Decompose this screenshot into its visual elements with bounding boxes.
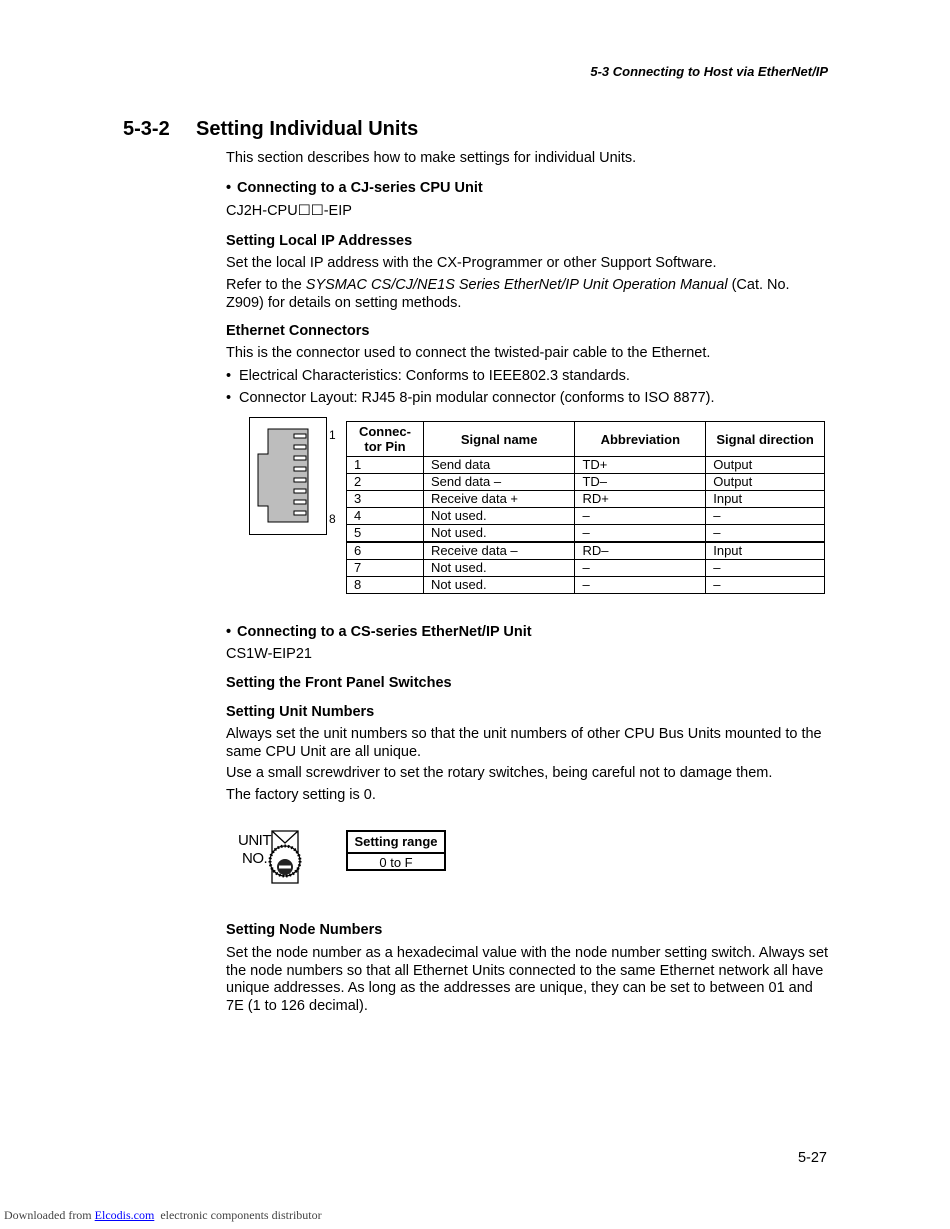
table-row: [347, 508, 825, 525]
section-title: Setting Individual Units: [196, 118, 419, 140]
cj-heading-text: Connecting to a CJ-series CPU Unit: [237, 180, 483, 196]
ref-prefix: Refer to the: [226, 277, 306, 293]
intro-text: This section describes how to make settings for individual Units.: [226, 150, 637, 166]
table-row: [347, 577, 825, 594]
unit-no-label: [238, 832, 271, 868]
unit-label-line-1: UNIT: [238, 832, 271, 849]
rj45-connector-drawing: [250, 418, 326, 534]
ref-manual-title: SYSMAC CS/CJ/NE1S Series EtherNet/IP Unit Operation Manual: [305, 277, 728, 293]
table-row: [347, 542, 825, 560]
running-header: 5-3 Connecting to Host via EtherNet/IP: [590, 64, 828, 79]
cell-pin: 8: [347, 577, 424, 594]
connector-pin-8-label: 8: [329, 512, 336, 526]
cell-signal: Not used.: [423, 508, 575, 525]
unit-numbers-heading: Setting Unit Numbers: [226, 704, 375, 720]
connector-pin-1-label: 1: [329, 428, 336, 442]
cell-abbr: –: [575, 560, 706, 577]
cell-pin: 2: [347, 474, 424, 491]
bullet-electrical-text: Electrical Characteristics: Conforms to IEEE802.3 standards.: [239, 368, 630, 384]
cell-signal: Not used.: [423, 560, 575, 577]
cell-direction: Output: [706, 474, 825, 491]
cell-signal: Not used.: [423, 525, 575, 543]
cell-signal: Send data: [423, 457, 575, 474]
footer: [4, 1208, 322, 1223]
cell-direction: –: [706, 560, 825, 577]
bullet-connector-text: Connector Layout: RJ45 8-pin modular connector (conforms to ISO 8877).: [239, 390, 715, 406]
cell-direction: –: [706, 508, 825, 525]
setting-range-header: Setting range: [348, 832, 444, 854]
node-numbers-heading: Setting Node Numbers: [226, 922, 383, 938]
header-signal-direction: Signal direction: [706, 422, 825, 457]
rotary-switch-icon: [268, 829, 304, 885]
table-row: [347, 560, 825, 577]
bullet-electrical: • Electrical Characteristics: Conforms to IEEE802.3 standards.: [226, 368, 630, 384]
cell-abbr: –: [575, 577, 706, 594]
unit-numbers-text: Always set the unit numbers so that the unit numbers of other CPU Bus Units mounted to the same CPU Unit are all unique.: [226, 726, 822, 760]
footer-prefix: Downloaded from: [4, 1208, 95, 1222]
cell-pin: 7: [347, 560, 424, 577]
cell-pin: 3: [347, 491, 424, 508]
cell-direction: –: [706, 525, 825, 543]
cell-direction: Output: [706, 457, 825, 474]
cell-direction: Input: [706, 491, 825, 508]
cell-pin: 6: [347, 542, 424, 560]
node-numbers-text: Set the node number as a hexadecimal value with the node number setting switch. Always set the node numbers so that all Ethernet Units connected to the same Ethernet network all have unique addresses. As long as the addresses are unique, they can be set to between 01 and 7E (1 to 126 decimal).: [226, 945, 829, 1014]
header-signal-name: Signal name: [423, 422, 575, 457]
unit-label-line-2: NO.: [242, 850, 268, 867]
table-row: [347, 491, 825, 508]
cell-pin: 4: [347, 508, 424, 525]
cell-signal: Send data –: [423, 474, 575, 491]
cell-signal: Receive data –: [423, 542, 575, 560]
cell-pin: 1: [347, 457, 424, 474]
cj-heading: • Connecting to a CJ-series CPU Unit: [226, 180, 483, 196]
factory-setting-text: The factory setting is 0.: [226, 787, 376, 803]
cell-signal: Receive data +: [423, 491, 575, 508]
cell-pin: 5: [347, 525, 424, 543]
ethernet-heading: Ethernet Connectors: [226, 323, 370, 339]
cell-abbr: TD–: [575, 474, 706, 491]
header-connector-pin: Connec- tor Pin: [347, 422, 424, 457]
cell-abbr: RD+: [575, 491, 706, 508]
table-row: [347, 525, 825, 543]
footer-suffix: electronic components distributor: [154, 1208, 322, 1222]
page-number: 5-27: [797, 1150, 827, 1166]
pin-table: [346, 421, 825, 594]
cell-signal: Not used.: [423, 577, 575, 594]
cell-direction: –: [706, 577, 825, 594]
cj-model: CJ2H-CPU☐☐-EIP: [226, 203, 352, 219]
cell-abbr: RD–: [575, 542, 706, 560]
screwdriver-text: Use a small screwdriver to set the rotary switches, being careful not to damage them.: [226, 765, 773, 781]
cell-direction: Input: [706, 542, 825, 560]
cell-abbr: –: [575, 508, 706, 525]
table-row: [347, 474, 825, 491]
pin-table-header: [347, 422, 825, 457]
ref-suffix-1: (Cat. No.: [727, 277, 790, 293]
cell-abbr: –: [575, 525, 706, 543]
setting-range-box: [346, 830, 446, 871]
bullet-connector: • Connector Layout: RJ45 8-pin modular connector (conforms to ISO 8877).: [226, 390, 715, 406]
setting-range-value: 0 to F: [379, 855, 413, 870]
rj45-connector-figure: [249, 417, 327, 535]
ip-text: Set the local IP address with the CX-Programmer or other Support Software.: [226, 255, 717, 271]
cs-model: CS1W-EIP21: [226, 646, 312, 662]
ref-suffix-2: Z909) for details on setting methods.: [226, 294, 462, 311]
manual-reference: [226, 277, 831, 312]
footer-link[interactable]: Elcodis.com: [94, 1208, 155, 1222]
ethernet-text: This is the connector used to connect the twisted-pair cable to the Ethernet.: [226, 345, 711, 361]
header-abbreviation: Abbreviation: [575, 422, 706, 457]
front-panel-heading: Setting the Front Panel Switches: [226, 675, 452, 691]
section-number: 5-3-2: [123, 118, 170, 140]
cs-heading: • Connecting to a CS-series EtherNet/IP Unit: [226, 624, 532, 640]
cs-heading-text: Connecting to a CS-series EtherNet/IP Unit: [237, 624, 532, 640]
cell-abbr: TD+: [575, 457, 706, 474]
ip-heading: Setting Local IP Addresses: [226, 233, 413, 249]
table-row: [347, 457, 825, 474]
